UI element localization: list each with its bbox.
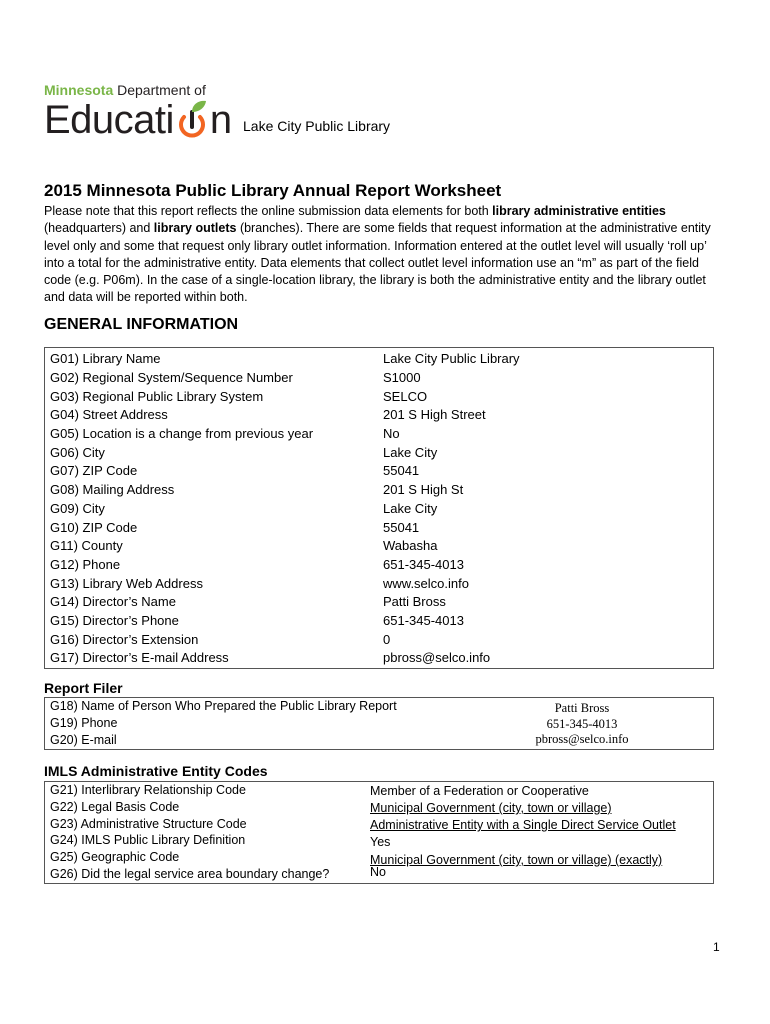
report-filer-heading: Report Filer: [44, 680, 123, 696]
field-value: 201 S High Street: [383, 407, 486, 422]
field-label: G10) ZIP Code: [50, 520, 138, 535]
logo-dept: Department of: [117, 82, 206, 98]
logo-word-b: n: [209, 98, 232, 142]
field-label: G02) Regional System/Sequence Number: [50, 370, 293, 385]
field-label: G25) Geographic Code: [50, 850, 180, 864]
field-label: G18) Name of Person Who Prepared the Public Library Report: [50, 699, 397, 713]
field-value: Patti Bross: [554, 701, 610, 715]
field-label: G21) Interlibrary Relationship Code: [50, 783, 246, 797]
field-label: G19) Phone: [50, 716, 118, 730]
field-label: G01) Library Name: [50, 351, 161, 366]
imls-heading: IMLS Administrative Entity Codes: [44, 763, 268, 779]
field-label: G13) Library Web Address: [50, 576, 203, 591]
power-leaf-icon: [175, 98, 209, 142]
field-value: S1000: [383, 370, 421, 385]
field-label: G22) Legal Basis Code: [50, 800, 180, 814]
field-label: G24) IMLS Public Library Definition: [50, 833, 246, 847]
imls-codes-table: [44, 781, 714, 884]
field-value: pbross@selco.info: [535, 732, 629, 746]
logo-state: Minnesota: [44, 82, 114, 98]
field-value: Lake City: [383, 445, 438, 460]
field-label: G05) Location is a change from previous year: [50, 426, 314, 441]
logo-word-a: Educati: [44, 98, 174, 142]
page-number: 1: [713, 940, 720, 954]
field-value: Municipal Government (city, town or village): [370, 801, 612, 815]
field-label: G20) E-mail: [50, 733, 117, 747]
intro-paragraph: [44, 203, 724, 307]
field-value: Municipal Government (city, town or village) (exactly): [370, 853, 663, 867]
field-label: G04) Street Address: [50, 407, 168, 422]
field-value: 55041: [383, 463, 420, 478]
field-value: 55041: [383, 520, 420, 535]
intro-text-2: (headquarters) and: [44, 221, 154, 236]
field-value: No: [370, 865, 386, 879]
field-value: pbross@selco.info: [383, 650, 491, 665]
field-label: G17) Director’s E-mail Address: [50, 650, 229, 665]
general-info-table: [44, 347, 714, 669]
intro-bold-2: library outlets: [153, 221, 237, 236]
general-info-heading: GENERAL INFORMATION: [44, 316, 239, 333]
field-label: G16) Director’s Extension: [50, 632, 199, 647]
field-label: G26) Did the legal service area boundary change?: [50, 867, 330, 881]
field-label: G15) Director’s Phone: [50, 613, 179, 628]
intro-bold-1: library administrative entities: [492, 204, 666, 218]
field-value: 201 S High St: [383, 482, 464, 497]
field-value: 651-345-4013: [383, 613, 464, 628]
field-value: Lake City: [383, 501, 438, 516]
intro-text-1: Please note that this report reflects the online submission data elements for both: [44, 204, 493, 218]
field-value: www.selco.info: [383, 576, 469, 591]
field-value: Administrative Entity with a Single Direct Service Outlet: [370, 818, 676, 832]
field-value: Patti Bross: [383, 594, 446, 609]
field-value: No: [383, 426, 400, 441]
field-value: 651-345-4013: [383, 557, 464, 572]
field-label: G07) ZIP Code: [50, 463, 138, 478]
field-value: Yes: [370, 835, 391, 849]
intro-text-3: (branches). There are some fields that request information at the administrative entity level only and some that request only library outlet information. Information entered at the outlet level will usually ‘roll up’ into a total for the administrative entity. Data elements that collect outlet level information use an “m” as part of the field code (e.g. P06m). In the case of a single-location library, the library is both the administrative entity and the library outlet and data will be reported within both.: [44, 221, 711, 305]
mde-logo: [44, 82, 232, 142]
field-value: SELCO: [383, 389, 428, 404]
field-label: G12) Phone: [50, 557, 121, 572]
field-value: 651-345-4013: [546, 717, 618, 731]
field-label: G06) City: [50, 445, 105, 460]
field-value: Wabasha: [383, 538, 438, 553]
page-title: 2015 Minnesota Public Library Annual Report Worksheet: [44, 181, 502, 200]
field-value: Member of a Federation or Cooperative: [370, 784, 589, 798]
logo-dept-line: [44, 82, 232, 98]
library-name: Lake City Public Library: [243, 118, 391, 134]
logo-wordmark: [44, 98, 232, 142]
field-label: G08) Mailing Address: [50, 482, 175, 497]
field-label: G03) Regional Public Library System: [50, 389, 264, 404]
field-label: G23) Administrative Structure Code: [50, 817, 247, 831]
report-filer-table: [44, 697, 714, 750]
field-value: 0: [383, 632, 391, 647]
field-value: Lake City Public Library: [383, 351, 520, 366]
field-label: G11) County: [50, 538, 123, 553]
field-label: G09) City: [50, 501, 105, 516]
field-label: G14) Director’s Name: [50, 594, 176, 609]
